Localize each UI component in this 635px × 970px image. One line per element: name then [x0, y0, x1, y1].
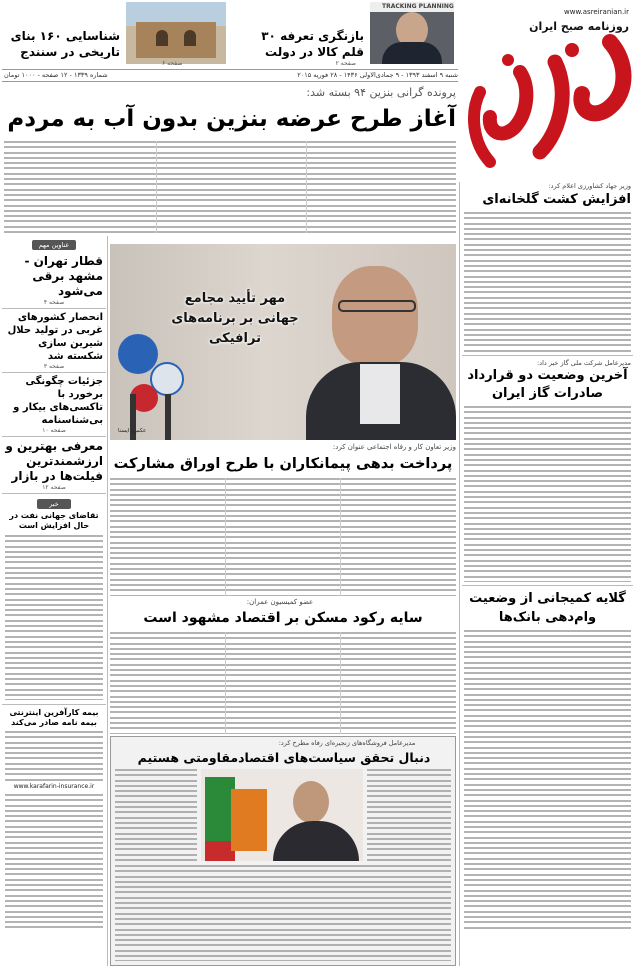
gas-headline[interactable]: آخرین وضعیت دو قرارداد صادرات گاز ایران — [467, 368, 628, 401]
teaser-title-sanandaj: شناسایی ۱۶۰ بنای تاریخی در سنندج — [10, 29, 120, 59]
insurance-ad-body — [5, 731, 103, 781]
dateline-rule-top — [2, 69, 458, 70]
microphone-icon — [118, 334, 158, 374]
main-kicker: پرونده گرانی بنزین ۹۴ بسته شد: — [306, 86, 456, 99]
housing-body — [110, 632, 456, 734]
sidebar-item-title: جزئیات چگونگی برخورد با تاکسی‌های بیکار و بی‌شناسنامه — [13, 376, 103, 426]
main-story-body — [4, 141, 456, 233]
sidebar-item-page: صفحه ۱۲ — [42, 484, 66, 491]
insurance-ad-title[interactable]: بیمه کارآفرین اینترنتی بیمه نامه صادر می‌کند — [9, 708, 99, 727]
contractors-headline[interactable]: پرداخت بدهی پیمانکاران با طرح اوراق مشارکت — [113, 456, 453, 472]
photo-story[interactable] — [110, 244, 456, 440]
greenhouse-headline[interactable]: افزایش کشت گلخانه‌ای — [482, 192, 631, 207]
banks-headline[interactable]: گلایه کمیجانی از وضعیت وام‌دهی بانک‌ها — [469, 591, 626, 625]
col-divider-6 — [225, 632, 226, 734]
economy-body-bottom — [115, 865, 451, 961]
photo-caption: عکس: ایسنا — [118, 428, 147, 434]
newspaper-tagline: روزنامه صبح ایران — [529, 20, 629, 33]
sidebar-item-taxi[interactable] — [2, 373, 106, 437]
teaser-photo-man — [370, 2, 454, 64]
economy-body-right — [367, 769, 451, 861]
teaser-page-sanandaj: صفحه ۶ — [162, 60, 183, 67]
economy-photo — [201, 769, 363, 861]
economy-kicker: مدیرعامل فروشگاه‌های زنجیره‌ای رفاه مطرح کرد: — [278, 739, 416, 747]
teaser-photo-building — [126, 2, 226, 64]
sidebar-item-sweetener[interactable] — [2, 309, 106, 373]
sidebar-item-title: انحصار کشورهای غربی در تولید حلال شیرین سازی شکسته شد — [7, 312, 103, 362]
col-divider-1 — [306, 141, 307, 233]
sidebar-item-train[interactable] — [2, 252, 106, 309]
right-sidebar-divider — [459, 182, 460, 966]
col-divider-5 — [340, 632, 341, 734]
housing-kicker: عضو کمیسیون عمران: — [246, 598, 314, 606]
economy-body-left — [115, 769, 197, 861]
economy-box — [110, 736, 456, 966]
gas-kicker: مدیرعامل شرکت ملی گاز خبر داد: — [536, 359, 631, 367]
teaser-banner: TRACKING PLANNING — [370, 2, 454, 12]
greenhouse-body — [464, 212, 631, 352]
dateline-rule-bottom — [2, 81, 458, 82]
photo-headline: مهر تأیید مجامع جهانی بر برنامه‌های ترافیکی — [171, 291, 299, 346]
sidebar-item-title: معرفی بهترین و ارزشمندترین فیلت‌ها در بازار — [5, 439, 103, 483]
gas-body — [464, 406, 631, 582]
banks-body — [464, 630, 631, 930]
dateline: شنبه ۹ اسفند ۱۳۹۳ - ۹ جمادی‌الاولی ۱۴۳۶ - ۲۸ فوریه ۲۰۱۵ — [297, 71, 458, 79]
col-divider-2 — [156, 141, 157, 233]
sidebar-item-films[interactable] — [2, 437, 106, 494]
sidebar-item-page: صفحه ۳ — [43, 363, 65, 370]
masthead — [460, 0, 635, 182]
sidebar-item-page: صفحه ۴ — [43, 299, 65, 306]
contractors-kicker: وزیر تعاون کار و رفاه اجتماعی عنوان کرد: — [332, 443, 456, 451]
oil-demand-headline[interactable]: تقاضای جهانی نفت در حال افزایش است — [9, 511, 99, 530]
oil-demand-body — [5, 535, 103, 700]
issue-info: شماره ۱۳۳۹ - ۱۲ صفحه - ۱۰۰۰ تومان — [4, 71, 108, 79]
masthead-logo[interactable] — [460, 32, 635, 182]
housing-headline[interactable]: سایه رکود مسکن بر اقتصاد مشهود است — [143, 610, 423, 626]
sidebar-item-page: صفحه ۱۰ — [42, 427, 66, 434]
teaser-title-tariff: بازنگری تعرفه ۳۰ قلم کالا در دولت — [261, 29, 364, 59]
greenhouse-kicker: وزیر جهاد کشاورزی اعلام کرد: — [548, 182, 631, 190]
left-sidebar-divider — [107, 236, 108, 966]
news-box-label: خبر — [37, 499, 71, 509]
insurance-ad-body-2 — [5, 794, 103, 930]
col-divider-3 — [340, 478, 341, 596]
right-sidebar — [462, 182, 633, 968]
economy-headline[interactable]: دنبال تحقق سیاست‌های اقتصادمقاومتی هستیم — [137, 750, 431, 765]
left-sidebar — [2, 236, 106, 966]
headlines-box-label: عناوین مهم — [32, 240, 76, 250]
top-teaser-tariff[interactable] — [232, 0, 454, 68]
sidebar-item-title: قطار تهران - مشهد برقی می‌شود — [24, 254, 103, 298]
main-headline[interactable]: آغاز طرح عرضه بنزین بدون آب به مردم — [7, 106, 456, 132]
teaser-page-tariff: صفحه ۲ — [335, 60, 356, 67]
website-url[interactable]: www.asreiranian.ir — [564, 8, 629, 16]
col-divider-4 — [225, 478, 226, 596]
top-teaser-sanandaj[interactable] — [2, 0, 228, 68]
contractors-body — [110, 478, 456, 596]
insurance-ad-url[interactable]: www.karafarin-insurance.ir — [13, 783, 95, 790]
